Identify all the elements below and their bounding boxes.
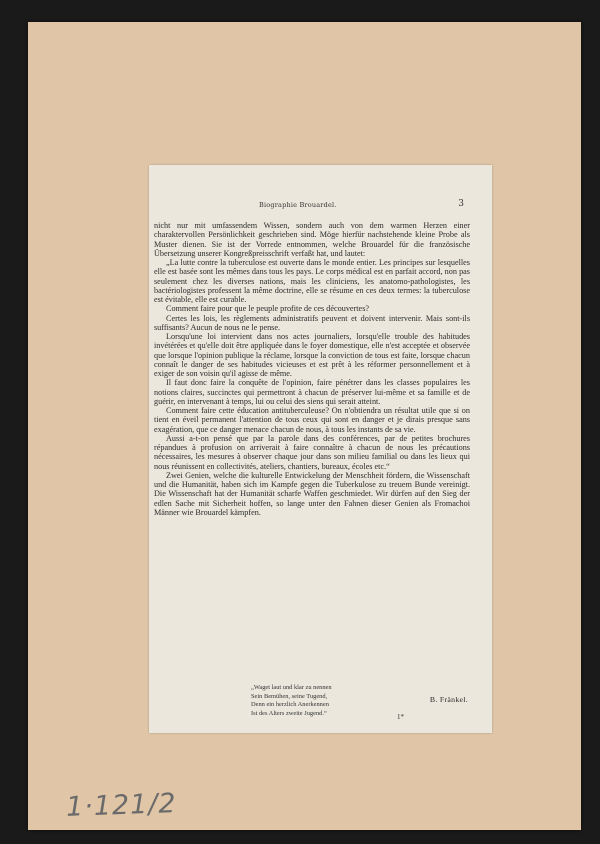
page-number: 3 <box>458 199 464 209</box>
handwritten-shelfmark: 1·121/2 <box>65 788 178 823</box>
paragraph: Zwei Genien, welche die kulturelle Entwickelung der Menschheit fördern, die Wissenschaft und die Humanität, haben sich im Kampfe gegen die Tuberkulose zu treuem Bunde vereinigt. Die Wissenschaft hat der Humanität scharfe Waffen geschmiedet. Wir dürfen auf den Sieg der edlen Sache mit Sicherheit hoffen, so lange unter den Fahnen dieser Genien als Fromachoi Männer wie Brouardel kämpfen. <box>154 470 470 517</box>
author-signature: B. Fränkel. <box>429 695 468 704</box>
verse-line: „Waget laut und klar zu nennen <box>251 684 332 691</box>
running-title: Biographie Brouardel. <box>259 201 337 209</box>
verse-line: Denn ein herzlich Anerkennen <box>251 701 329 708</box>
verse-quote <box>251 684 332 718</box>
paragraph: nicht nur mit umfassendem Wissen, sondern auch von dem warmen Herzen einer charaktervollen Persönlichkeit geschrieben sind. Möge hierfür nachstehende kleine Probe als Muster dienen. Sie ist der Vorrede entnommen, welche Brouardel für die französische Übersetzung unserer Kongreßpreisschrift verfaßt hat, und lautet: <box>154 221 470 258</box>
signature-mark: 1* <box>397 713 404 721</box>
verse-line: Sein Bemühen, seine Tugend, <box>251 692 328 700</box>
paragraph: Aussi a-t-on pensé que par la parole dans des conférences, par de petites brochures répandues à profusion on arriverait à faire connaître à chacun de nous les précautions nécessaires, les mesures à observer chaque jour dans son milieu familial ou dans les lieux qui nous réunissent en collectivités, ateliers, chantiers, bureaux, écoles etc.“ <box>154 433 470 471</box>
paragraph: Lorsqu'une loi intervient dans nos actes journaliers, lorsqu'elle trouble des habitudes invétérées et qu'elle doit être appliquée dans le foyer domestique, elle n'est acceptée et observée que lorsque l'opinion publique la réclame, lorsque la conviction de tous est faite, lorsque chacun connaît le danger de ses habitudes vicieuses et est prêt à les réformer personnellement et à exiger de son voisin qu'il agisse de même. <box>154 332 470 378</box>
paragraph: Il faut donc faire la conquête de l'opinion, faire pénétrer dans les classes populaires les notions claires, succinctes qui permettront à chacun de préserver lui-même et sa famille et de guérir, en intervenant à temps, lui ou celui des siens qui serait atteint. <box>154 378 470 406</box>
body-text <box>154 221 470 517</box>
printed-page <box>149 165 492 733</box>
paragraph: Comment faire cette éducation antituberculeuse? On n'obtiendra un résultat utile que si on tient en éveil permanent l'attention de tous ceux qui sont en danger et je dirais presque sans exagération, que ce danger menace chacun de nous, à tous les instants de sa vie. <box>154 406 470 434</box>
paragraph: Certes les lois, les règlements administratifs peuvent et doivent intervenir. Mais sont-ils suffisants? Aucun de nous ne le pense. <box>154 313 470 332</box>
paragraph: „La lutte contre la tuberculose est ouverte dans le monde entier. Les principes sur lesquelles elle est basée sont les mêmes dans tous les pays. Le corps médical est en parfait accord, non pas seulement chez les diverses nations, mais les cliniciens, les anatomo-pathologistes, les bactériologistes professent la même doctrine, elle se résume en ces deux termes: la tuberculose est évitable, elle est curable. <box>154 258 470 304</box>
mounting-board <box>28 22 581 830</box>
verse-line: Ist des Alters zweite Jugend.“ <box>251 709 327 717</box>
paragraph: Comment faire pour que le peuple profite de ces découvertes? <box>166 304 370 314</box>
